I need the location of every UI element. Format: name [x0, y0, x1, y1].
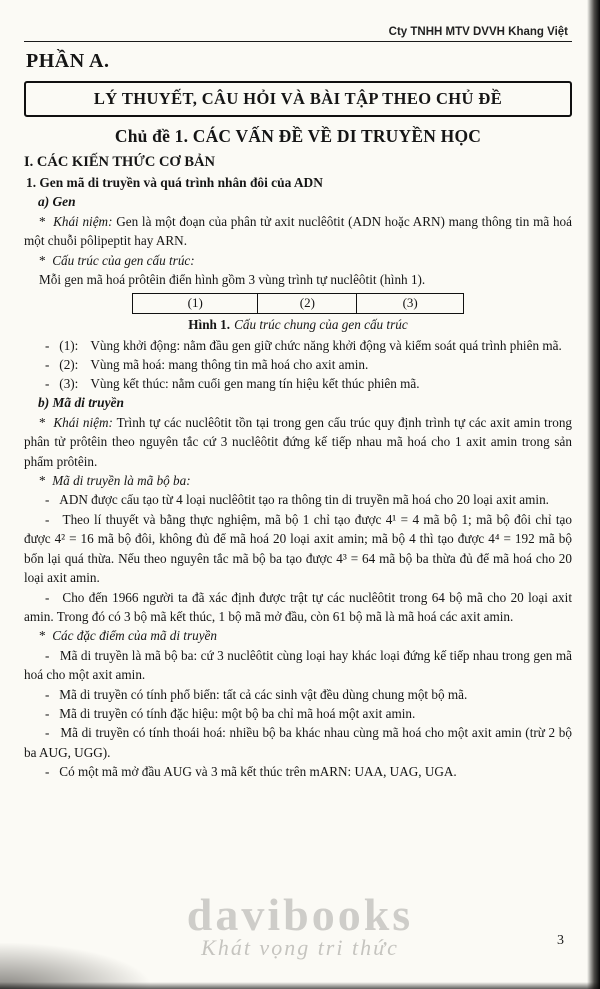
- gene-region-2-cell: (2): [258, 294, 357, 313]
- header-rule: [24, 41, 572, 42]
- feature-item-4: - Mã di truyền có tính thoái hoá: nhiều bộ ba khác nhau cùng mã hoá cho một axit amin (trừ 2 bộ ba AUG, UGG).: [24, 723, 572, 762]
- region-item-1: [24, 336, 572, 355]
- region-2-text: Vùng mã hoá: mang thông tin mã hoá cho axit amin.: [90, 357, 369, 373]
- chapter-prefix: Chủ đề 1.: [114, 126, 189, 146]
- scan-bottom-edge: [0, 982, 600, 989]
- figure-caption: [24, 317, 572, 333]
- gen-subheading: a) Gen: [38, 194, 76, 209]
- khai-niem-text: Gen là một đoạn của phân tử axit nuclêôtit (ADN hoặc ARN) mang thông tin mã hoá một chuỗi pôlipeptit hay ARN.: [24, 214, 572, 249]
- region-3-number: (3):: [59, 376, 79, 392]
- section-heading: I. CÁC KIẾN THỨC CƠ BẢN: [24, 154, 215, 170]
- page-content: [24, 26, 572, 782]
- feature-item-1: - Mã di truyền là mã bộ ba: cứ 3 nuclêôtit cùng loại hay khác loại đứng kế tiếp nhau trong gen mã hoá cho một axit amin.: [24, 646, 572, 685]
- figure-caption-text: Cấu trúc chung của gen cấu trúc: [234, 316, 408, 332]
- region-3-text: Vùng kết thúc: nằm cuối gen mang tín hiệu kết thúc phiên mã.: [90, 376, 420, 392]
- region-1-text: Vùng khởi động: nằm đầu gen giữ chức năng khởi động và kiểm soát quá trình phiên mã.: [90, 337, 562, 353]
- genetic-code-definition-paragraph: [24, 413, 572, 471]
- triplet-code-label-paragraph: [24, 471, 572, 490]
- gen-structure-label-paragraph: [24, 251, 572, 270]
- feature-item-3: - Mã di truyền có tính đặc hiệu: một bộ ba chỉ mã hoá một axit amin.: [24, 704, 572, 723]
- gen-definition-paragraph: [24, 212, 572, 251]
- mdt-khai-niem-label: Khái niệm:: [53, 414, 113, 430]
- main-title-box: [24, 81, 572, 117]
- watermark-slogan: Khát vọng tri thức: [201, 935, 399, 960]
- region-item-2: [24, 355, 572, 374]
- figure-gene-structure: [24, 293, 572, 333]
- topic-heading: 1. Gen mã di truyền và quá trình nhân đôi của ADN: [26, 175, 323, 190]
- code-features-label-paragraph: [24, 626, 572, 645]
- gene-region-3-cell: (3): [402, 295, 418, 311]
- gene-structure-diagram: [132, 293, 464, 314]
- main-title: LÝ THUYẾT, CÂU HỎI VÀ BÀI TẬP THEO CHỦ ĐỀ: [93, 89, 503, 108]
- region-item-3: [24, 374, 572, 393]
- gene-region-1-cell: (1): [133, 294, 258, 313]
- triplet-item-2: - Theo lí thuyết và bằng thực nghiệm, mã bộ 1 chỉ tạo được 4¹ = 4 mã bộ 1; mã bộ đôi chỉ tạo được 4² = 16 mã bộ đôi, không đủ để mã hoá 20 loại axit amin; mã bộ 4 thì tạo được 4⁴ = 192 mã bộ bốn lại quá thừa. Nếu theo nguyên tắc mã bộ ba tạo được 4³ = 64 mã bộ ba thừa đủ để mã hoá cho 20 loại axit amin.: [24, 510, 572, 588]
- chapter-name: CÁC VẤN ĐỀ VỀ DI TRUYỀN HỌC: [192, 126, 482, 146]
- triplet-item-1: - ADN được cấu tạo từ 4 loại nuclêôtit tạo ra thông tin di truyền mã hoá cho 20 loại axit amin.: [24, 490, 572, 509]
- khai-niem-label: Khái niệm:: [53, 214, 113, 229]
- feature-item-2: - Mã di truyền có tính phổ biến: tất cả các sinh vật đều dùng chung một bộ mã.: [24, 685, 572, 704]
- feature-item-5: - Có một mã mở đầu AUG và 3 mã kết thúc trên mARN: UAA, UAG, UGA.: [24, 762, 572, 781]
- triplet-item-3: - Cho đến 1966 người ta đã xác định được trật tự các nuclêôtit trong 64 bộ mã cho 20 loại axit amin. Trong đó có 3 bộ mã kết thúc, 1 bộ mã mở đầu, còn 61 bộ mã là mã hoá các axit amin.: [24, 588, 572, 627]
- scan-right-edge: [587, 0, 600, 989]
- dac-diem-label: Các đặc điểm của mã di truyền: [52, 628, 217, 644]
- cau-truc-label: Cấu trúc của gen cấu trúc:: [52, 252, 195, 268]
- mdt-khai-niem-text: Trình tự các nuclêôtit tồn tại trong gen cấu trúc quy định trình tự các axit amin trong phân tử prôtêin theo nguyên tắc cứ 3 nuclêôtit đứng kế tiếp nhau mã hoá cho 1 axit amin trong sản phẩm prôtêin.: [24, 414, 573, 469]
- part-title: PHẦN A.: [26, 50, 110, 72]
- cau-truc-text: Mỗi gen mã hoá prôtêin điển hình gồm 3 vùng trình tự nuclêôtit (hình 1).: [39, 272, 426, 288]
- genetic-code-subheading: b) Mã di truyền: [38, 394, 124, 410]
- region-1-number: (1):: [59, 337, 79, 353]
- region-2-number: (2):: [59, 357, 79, 373]
- chapter-title: [24, 126, 572, 147]
- watermark-brand: davibooks: [186, 889, 414, 940]
- page-number: 3: [557, 933, 564, 948]
- figure-caption-label: Hình 1.: [188, 316, 231, 332]
- gen-structure-text-paragraph: [24, 270, 572, 289]
- publisher-header: Cty TNHH MTV DVVH Khang Việt: [388, 26, 568, 38]
- bo-ba-label: Mã di truyền là mã bộ ba:: [52, 473, 191, 489]
